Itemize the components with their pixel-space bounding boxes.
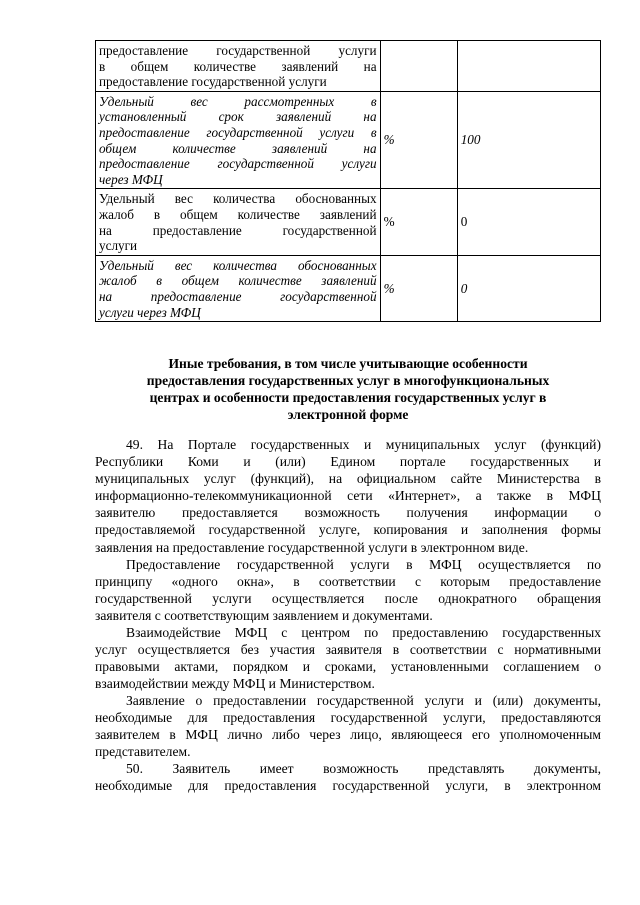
paragraph-interaction — [95, 624, 601, 692]
text-line: государственной услуги осуществляется после однократного обращения — [95, 591, 601, 607]
heading-line: электронной форме — [287, 407, 409, 422]
paragraph-50 — [95, 760, 601, 794]
indicator-name — [96, 255, 381, 321]
heading-line: предоставления государственных услуг в многофункциональных — [146, 373, 550, 388]
text-line: Взаимодействие МФЦ с центром по предоставлению государственных — [126, 625, 601, 640]
text-line: взаимодействии между МФЦ и Министерством. — [95, 676, 375, 692]
cell-line: Удельный вес количества обоснованных — [99, 191, 377, 207]
table-row — [96, 255, 601, 321]
cell-line: предоставление государственной услуги — [99, 156, 377, 172]
table-row — [96, 189, 601, 255]
table-row — [96, 41, 601, 92]
text-line: представителем. — [95, 744, 191, 760]
cell-line: установленный срок заявлений на — [99, 109, 377, 125]
cell-line: общем количестве заявлений на — [99, 140, 377, 156]
cell-line: Удельный вес количества обоснованных — [99, 257, 377, 273]
text-line: правовыми актами, порядком и сроками, установленными соглашением о — [95, 659, 601, 675]
paragraph-application — [95, 692, 601, 760]
indicator-name — [96, 41, 381, 92]
text-line: Республики Коми и (или) Едином портале государственных и — [95, 454, 601, 470]
indicator-unit — [380, 41, 457, 92]
cell-line: жалоб в общем количестве заявлений — [99, 273, 377, 289]
indicator-value: 100 — [457, 91, 600, 189]
indicator-name — [96, 189, 381, 255]
cell-line: Удельный вес рассмотренных в — [99, 93, 377, 109]
indicator-unit: % — [380, 255, 457, 321]
text-line: предоставляемой государственной услуге, копирования и заполнения формы — [95, 522, 601, 538]
text-line: необходимые для предоставления государственной услуги, предоставляются — [95, 710, 601, 726]
text-line: заявителя с соответствующим заявлением и документами. — [95, 608, 433, 624]
text-line: заявителю предоставляется возможность получения информации о — [95, 505, 601, 521]
heading-line: Иные требования, в том числе учитывающие особенности — [168, 356, 528, 371]
indicator-unit: % — [380, 189, 457, 255]
text-line: заявления на предоставление государственной услуги в электронном виде. — [95, 539, 529, 555]
cell-line: предоставление государственной услуги в — [99, 124, 377, 140]
heading-line: центрах и особенности предоставления государственных услуг в — [149, 390, 547, 405]
cell-line: на предоставление государственной — [99, 222, 377, 238]
cell-line: предоставление государственной услуги — [99, 43, 377, 58]
text-line: услуг осуществляется без участия заявителя в соответствии с нормативными — [95, 642, 601, 658]
cell-line: на предоставление государственной — [99, 288, 377, 304]
cell-line: услуги через МФЦ — [99, 304, 201, 320]
cell-line: предоставление государственной услуги — [99, 74, 327, 90]
text-line: 50. Заявитель имеет возможность представлять документы, — [126, 761, 601, 776]
text-line: Предоставление государственной услуги в МФЦ осуществляется по — [126, 557, 601, 572]
section-heading — [95, 355, 601, 423]
text-line: 49. На Портале государственных и муниципальных услуг (функций) — [126, 437, 601, 452]
indicator-value: 0 — [457, 255, 600, 321]
text-line: информационно-телекоммуникационной сети «Интернет», а также в МФЦ — [95, 488, 601, 504]
paragraph-49 — [95, 436, 601, 556]
indicator-value: 0 — [457, 189, 600, 255]
text-line: принципу «одного окна», в соответствии с которым предоставление — [95, 574, 601, 590]
text-line: Заявление о предоставлении государственной услуги и (или) документы, — [126, 693, 601, 708]
indicator-name — [96, 91, 381, 189]
indicators-table — [95, 40, 601, 322]
text-line: муниципальных услуг (функций), на официальном сайте Министерства в — [95, 471, 601, 487]
indicator-unit: % — [380, 91, 457, 189]
text-line: необходимые для предоставления государственной услуги, в электронном — [95, 778, 601, 794]
cell-line: через МФЦ — [99, 171, 163, 187]
text-line: заявителем в МФЦ лично либо через лицо, являющееся его уполномоченным — [95, 727, 601, 743]
paragraph-one-window — [95, 556, 601, 624]
cell-line: в общем количестве заявлений на — [99, 58, 377, 74]
cell-line: жалоб в общем количестве заявлений — [99, 206, 377, 222]
indicator-value — [457, 41, 600, 92]
table-row — [96, 91, 601, 189]
cell-line: услуги — [99, 238, 138, 254]
